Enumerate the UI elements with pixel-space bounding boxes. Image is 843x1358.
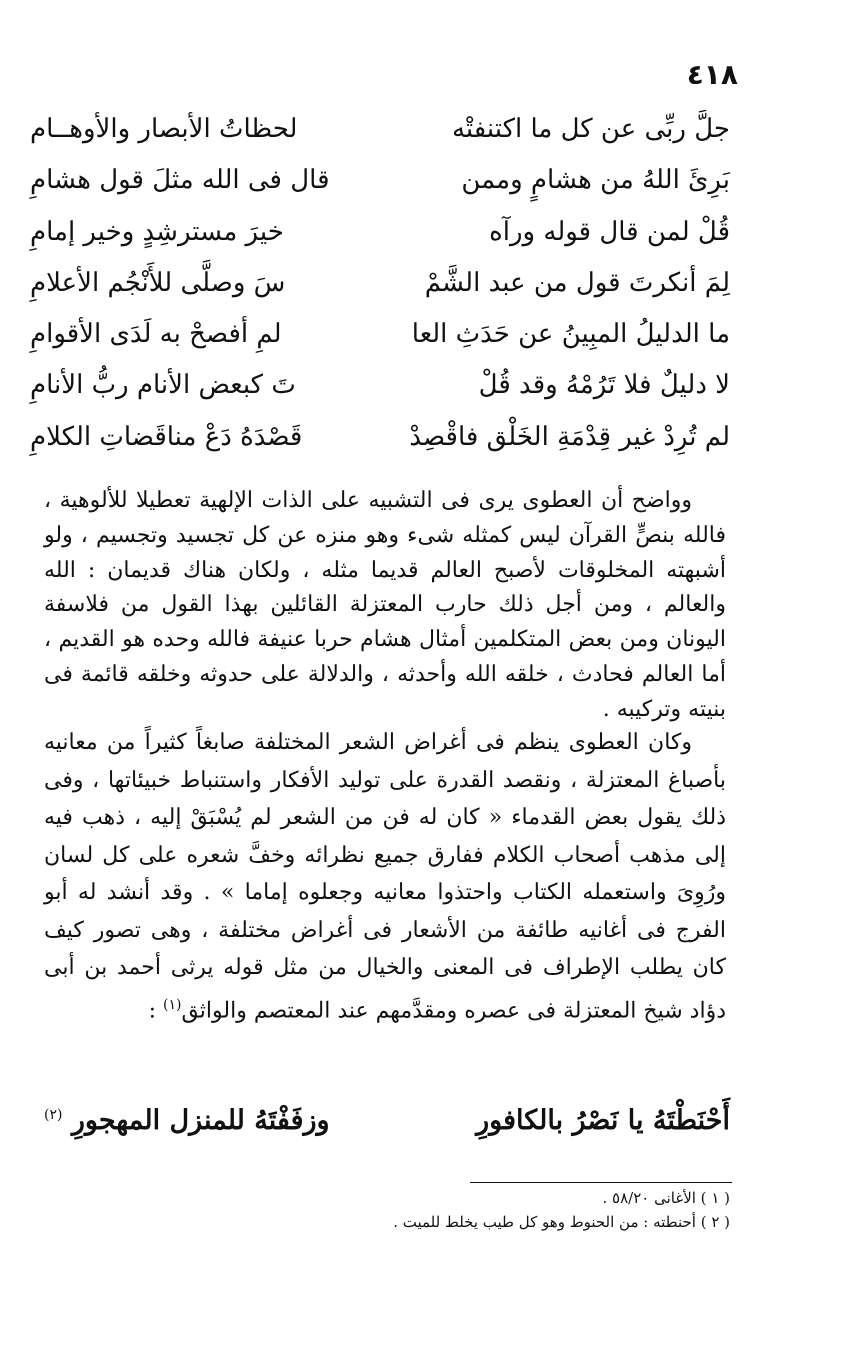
verse-line <box>30 155 730 206</box>
verse-second-text: وزفَفْتَهُ للمنزل المهجورِ <box>71 1105 330 1136</box>
verse-second-hemistich: سَ وصلَّى للأَنْجُم الأعلامِ <box>30 267 286 298</box>
verse-first-hemistich: أَحْنَطْتَهُ يا نَصْرُ بالكافورِ <box>476 1105 730 1136</box>
verse-second-hemistich <box>44 1105 384 1136</box>
paragraph-text: وواضح أن العطوى يرى فى التشبيه على الذات الإلهية تعطيلا للألوهية ، فالله بنصٍّ القرآن ليس كمثله شىء وهو منزه عن كل تجسيد وتجسيم ، ولو أشبهته المخلوقات لأصبح العالم قديما مثله ، ولكان هناك قديمان : الله والعالم ، ومن أجل ذلك حارب المعتزلة القائلين بهذا القول من فلاسفة اليونان ومن بعض المتكلمين أمثال هشام حربا عنيفة فالله وحده هو القديم ، أما العالم فحادث ، خلقه الله وأحدثه ، والدلالة على حدوثه وخلقه قائمة فى بنيته وتركيبه . <box>44 488 726 722</box>
verse-line <box>30 360 730 411</box>
footnotes <box>200 1186 730 1234</box>
verse-second-hemistich: لمِ أفصحْ به لَدَى الأقوامِ <box>30 319 282 350</box>
footnote: ( ١ ) الأغانى ٥٨/٢٠ . <box>602 1189 730 1207</box>
verse-first-hemistich: لِمَ أنكرتَ قول من عبد الشَّمْ <box>424 267 730 298</box>
verse-first-hemistich: جلَّ ربِّى عن كل ما اكتنفتْه <box>451 114 730 144</box>
quoted-verse <box>44 1105 730 1155</box>
verse-first-hemistich: ما الدليلُ المبِينُ عن حَدَثِ العا <box>411 319 730 350</box>
paragraph-colon: : <box>148 997 163 1023</box>
body-paragraph <box>44 484 726 728</box>
verse-second-hemistich: تَ كبعض الأنام ربُّ الأنامِ <box>30 370 296 401</box>
verse-line <box>30 207 730 258</box>
page-number: ٤١٨ <box>686 58 738 91</box>
footnote-reference: (١) <box>162 996 182 1013</box>
verse-first-hemistich: لم تُرِدْ غير قِدْمَةِ الخَلْق فاقْصِدْ <box>409 421 730 452</box>
verse-line <box>30 309 730 360</box>
footnote-divider <box>470 1182 732 1183</box>
verse-second-hemistich: قَصْدَهُ دَعْ مناقَضاتِ الكلامِ <box>30 421 303 452</box>
paragraph-text: وكان العطوى ينظم فى أغراض الشعر المختلفة صابغاً كثيراً من معانيه بأصباغ المعتزلة ، ونقصد القدرة على توليد الأفكار واستنباط خبيئاتها ، وفى ذلك يقول بعض القدماء « كان له فن من الشعر لم يُسْبَقْ إليه ، ذهب فيه إلى مذهب أصحاب الكلام ففارق جميع نظرائه وخفَّ شعره على كل لسان ورُوِىَ واستعمله الكتاب واحتذوا معانيه وجعلوه إماما » . وقد أنشد له أبو الفرج فى أغانيه طائفة من الأشعار فى أغراض مختلفة ، وهى تصور كيف كان يطلب الإطراف فى المعنى والخيال من مثل قوله يرثى أحمد بن أبى دؤاد شيخ المعتزلة فى عصره ومقدَّمهم عند المعتصم والواثق <box>44 730 726 1023</box>
verse-line <box>30 412 730 463</box>
verse-first-hemistich: لا دليلٌ فلا تَرُمْهُ وقد قُلْ <box>478 370 730 401</box>
footnote-reference: (٢) <box>44 1107 63 1123</box>
verse-line <box>30 104 730 155</box>
footnote: ( ٢ ) أحنطته : من الحنوط وهو كل طيب يخلط للميت . <box>393 1213 730 1231</box>
verse-second-hemistich: لحظاتُ الأبصار والأوهــام <box>30 114 298 144</box>
verse-first-hemistich: بَرِئَ اللهُ من هشامٍ وممن <box>461 165 730 196</box>
poem <box>30 104 730 463</box>
verse-second-hemistich: خيرَ مسترشِدٍ وخير إمامِ <box>30 216 284 247</box>
verse-first-hemistich: قُلْ لمن قال قوله ورآه <box>489 216 730 247</box>
verse-line <box>30 258 730 309</box>
verse-second-hemistich: قال فى الله مثلَ قول هشامِ <box>30 165 330 196</box>
body-paragraph <box>44 724 726 1029</box>
